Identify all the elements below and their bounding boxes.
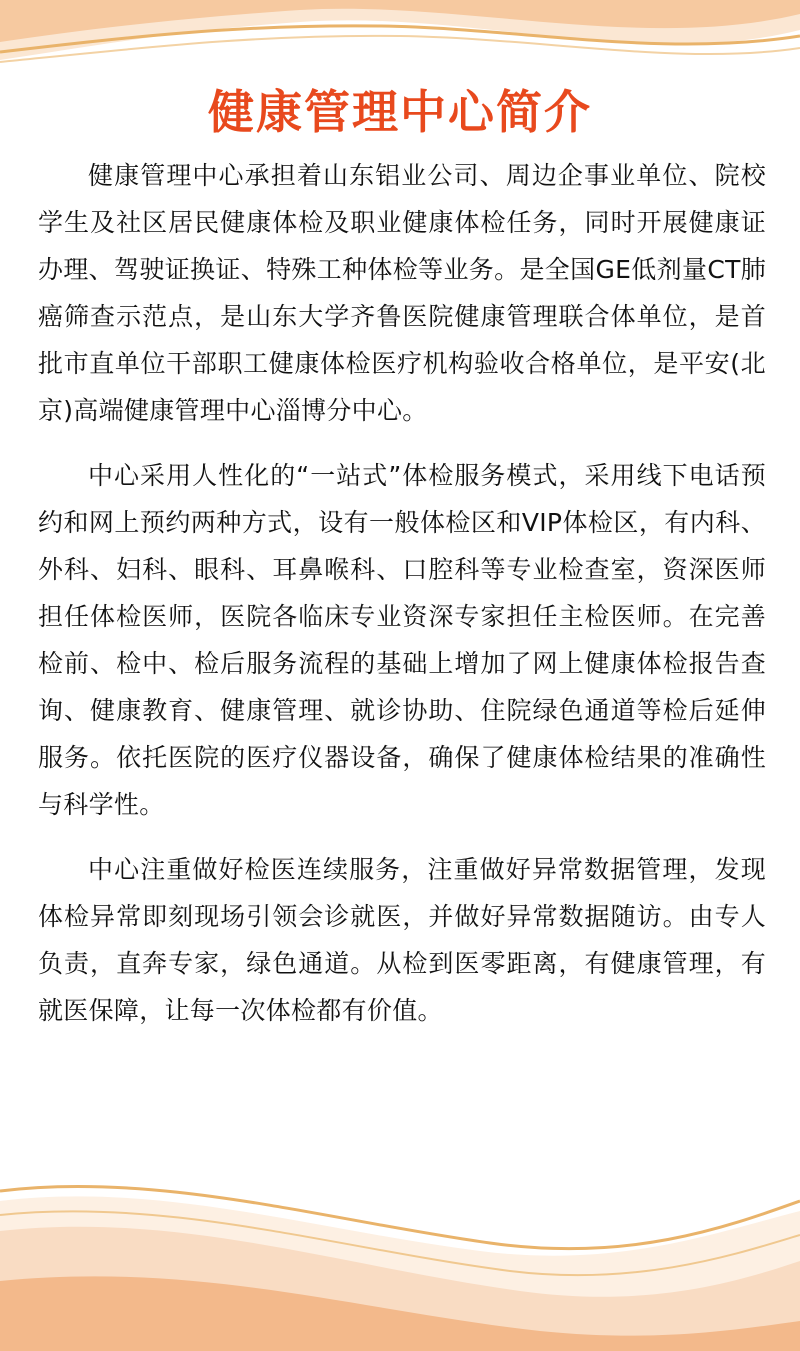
- intro-body: [38, 152, 766, 1052]
- page-title: 健康管理中心简介: [208, 85, 592, 139]
- paragraph-3: 中心注重做好检医连续服务，注重做好异常数据管理，发现体检异常即刻现场引领会诊就医，并做好异常数据随访。由专人负责，直奔专家，绿色通道。从检到医零距离，有健康管理，有就医保障，让每一次体检都有价值。: [38, 855, 766, 1025]
- paragraph-1: 健康管理中心承担着山东铝业公司、周边企事业单位、院校学生及社区居民健康体检及职业健康体检任务，同时开展健康证办理、驾驶证换证、特殊工种体检等业务。是全国GE低剂量CT肺癌筛查示范点，是山东大学齐鲁医院健康管理联合体单位，是首批市直单位干部职工健康体检医疗机构验收合格单位，是平安(北京)高端健康管理中心淄博分中心。: [38, 161, 766, 425]
- paragraph-2: 中心采用人性化的“一站式”体检服务模式，采用线下电话预约和网上预约两种方式，设有一般体检区和VIP体检区，有内科、外科、妇科、眼科、耳鼻喉科、口腔科等专业检查室，资深医师担任体检医师，医院各临床专业资深专家担任主检医师。在完善检前、检中、检后服务流程的基础上增加了网上健康体检报告查询、健康教育、健康管理、就诊协助、住院绿色通道等检后延伸服务。依托医院的医疗仪器设备，确保了健康体检结果的准确性与科学性。: [38, 461, 766, 819]
- bottom-wave-decoration: [0, 1171, 800, 1351]
- top-wave-decoration: [0, 0, 800, 90]
